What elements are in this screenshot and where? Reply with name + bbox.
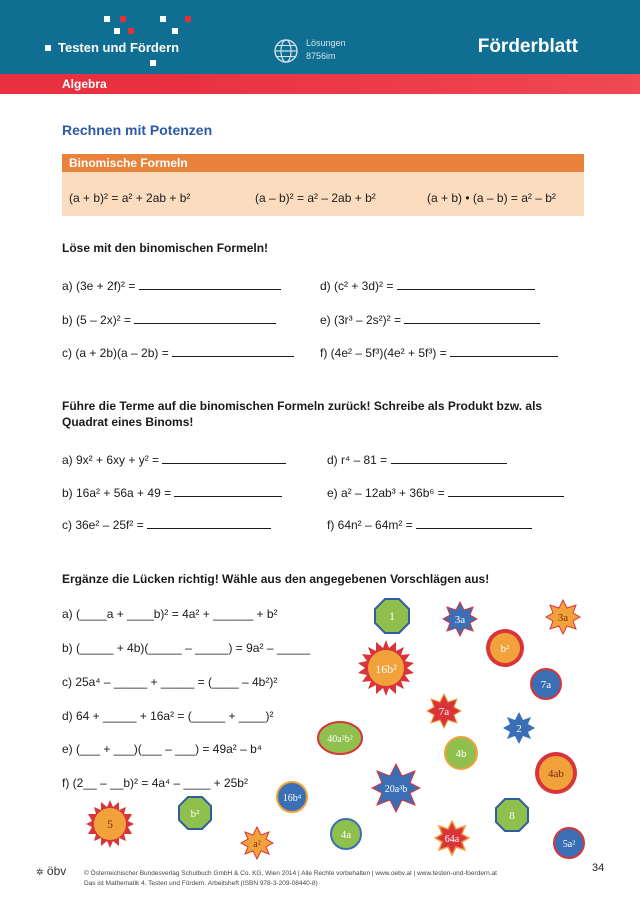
task2-item-c xyxy=(62,517,271,532)
answer-blank[interactable] xyxy=(134,312,276,324)
formula-2: (a – b)² = a² – 2ab + b² xyxy=(255,191,376,205)
logo-square xyxy=(120,16,126,22)
answer-blank[interactable] xyxy=(404,312,540,324)
task2-item-e xyxy=(327,485,564,500)
svg-text:1: 1 xyxy=(389,609,395,623)
logo-square xyxy=(114,28,120,34)
globe-icon xyxy=(273,38,299,64)
svg-text:20a³b: 20a³b xyxy=(384,784,408,795)
logo-square xyxy=(128,28,134,34)
badge-star-blue-large[interactable] xyxy=(371,763,421,813)
answer-blank[interactable] xyxy=(147,517,271,529)
item-text: f) 64n² – 64m² = xyxy=(327,518,413,532)
footer-source: Das ist Mathematik 4. Testen und Fördern. Arbeitsheft (ISBN 978-3-209-08440-8) xyxy=(84,880,318,887)
answer-blank[interactable] xyxy=(448,485,564,497)
svg-text:8: 8 xyxy=(509,810,515,822)
sheet-title: Förderblatt xyxy=(477,36,578,57)
badge-sun-yellow[interactable] xyxy=(86,800,134,848)
footer-copyright: © Österreichischer Bundesverlag Schulbuch GmbH & Co. KG, Wien 2014 | Alle Rechte vorbehalten | www.oebv.at | www.testen-und-foerdern.at xyxy=(84,870,497,877)
task2-item-d xyxy=(327,452,507,467)
task2-instruction: Führe die Terme auf die binomischen Formeln zurück! Schreibe als Produkt bzw. als Quadrat eines Binoms! xyxy=(62,399,543,429)
badge-star-red[interactable] xyxy=(426,693,462,729)
task3-instruction: Ergänze die Lücken richtig! Wähle aus den angegebenen Vorschlägen aus! xyxy=(62,572,490,586)
publisher-logo: ✲ öbv xyxy=(36,864,67,878)
svg-text:5a²: 5a² xyxy=(562,839,576,850)
answer-blank[interactable] xyxy=(416,517,532,529)
badge-star-blue[interactable] xyxy=(442,601,478,637)
badge-circle-green[interactable] xyxy=(443,735,479,771)
task1-item-f xyxy=(320,345,558,360)
task3-item-b[interactable]: b) (_____ + 4b)(_____ – _____) = 9a² – _____ xyxy=(62,641,311,655)
item-text: d) r⁴ – 81 = xyxy=(327,453,388,467)
formula-3: (a + b) • (a – b) = a² – b² xyxy=(427,191,556,205)
svg-text:7a: 7a xyxy=(540,679,552,691)
badge-octagon-green-3[interactable] xyxy=(494,797,530,833)
solutions-label: Lösungen xyxy=(306,38,346,48)
item-text: b) (5 – 2x)² = xyxy=(62,313,132,327)
svg-text:16b²: 16b² xyxy=(375,662,397,676)
task3-item-e[interactable]: e) (___ + ___)(___ – ___) = 49a² – b⁴ xyxy=(62,742,262,756)
logo-square xyxy=(160,16,166,22)
badge-star-orange[interactable] xyxy=(545,599,581,635)
task1-item-a xyxy=(62,278,281,293)
task2-item-b xyxy=(62,485,282,500)
task2-item-a xyxy=(62,452,286,467)
formula-1: (a + b)² = a² + 2ab + b² xyxy=(69,191,191,205)
item-text: f) (4e² – 5f³)(4e² + 5f³) = xyxy=(320,346,447,360)
page-number: 34 xyxy=(592,862,605,874)
badge-octagon-green[interactable] xyxy=(373,597,411,635)
topic-label: Algebra xyxy=(62,77,107,91)
svg-text:64a: 64a xyxy=(444,834,460,845)
svg-text:4b: 4b xyxy=(455,748,467,760)
header-bar xyxy=(0,0,640,74)
badge-sun-orange[interactable] xyxy=(484,627,526,669)
page-title: Rechnen mit Potenzen xyxy=(62,122,213,138)
badge-circle-blue-2[interactable] xyxy=(275,780,309,814)
svg-text:3a: 3a xyxy=(454,614,466,626)
task1-item-c xyxy=(62,345,294,360)
answer-blank[interactable] xyxy=(174,485,282,497)
item-text: e) a² – 12ab³ + 36b⁶ = xyxy=(327,486,445,500)
task1-item-e xyxy=(320,312,540,327)
logo-square xyxy=(185,16,191,22)
task3-item-c[interactable]: c) 25a⁴ – _____ + _____ = (____ – 4b²)² xyxy=(62,675,278,689)
task3-item-f[interactable]: f) (2__ – __b)² = 4a⁴ – ____ + 25b² xyxy=(62,776,248,790)
answer-blank[interactable] xyxy=(162,452,286,464)
answer-blank[interactable] xyxy=(397,278,535,290)
logo-square xyxy=(150,60,156,66)
badge-octagon-green-2[interactable] xyxy=(177,795,213,831)
badge-circle-green-2[interactable] xyxy=(329,817,363,851)
task2-item-f xyxy=(327,517,532,532)
svg-text:4ab: 4ab xyxy=(548,768,564,780)
svg-text:2: 2 xyxy=(516,723,522,735)
badge-circle-blue[interactable] xyxy=(529,667,563,701)
svg-text:b²: b² xyxy=(500,643,510,655)
svg-text:7a: 7a xyxy=(438,706,450,718)
answer-blank[interactable] xyxy=(139,278,281,290)
item-text: a) (3e + 2f)² = xyxy=(62,279,136,293)
answer-blank[interactable] xyxy=(172,345,294,357)
item-text: b) 16a² + 56a + 49 = xyxy=(62,486,172,500)
brand-dot xyxy=(45,45,51,51)
formula-box-title: Binomische Formeln xyxy=(69,156,188,170)
item-text: d) (c² + 3d)² = xyxy=(320,279,394,293)
badge-star-red-2[interactable] xyxy=(434,820,470,856)
task1-item-b xyxy=(62,312,276,327)
svg-text:3a: 3a xyxy=(557,612,569,624)
badge-star-orange-small[interactable] xyxy=(240,826,274,860)
brand-name: Testen und Fördern xyxy=(58,40,180,55)
svg-text:4a: 4a xyxy=(340,829,352,841)
badge-circle-blue-3[interactable] xyxy=(552,826,586,860)
topic-band-shade xyxy=(150,74,640,94)
badge-sun-orange-large[interactable] xyxy=(533,750,579,796)
badge-star-blue-small[interactable] xyxy=(502,711,536,745)
item-text: c) (a + 2b)(a – 2b) = xyxy=(62,346,169,360)
item-text: a) 9x² + 6xy + y² = xyxy=(62,453,160,467)
badge-oval-green[interactable] xyxy=(316,720,364,756)
solutions-code: 8756im xyxy=(306,51,336,61)
svg-text:a²: a² xyxy=(253,839,261,850)
formula-box-header xyxy=(62,154,584,172)
svg-text:16b⁴: 16b⁴ xyxy=(282,793,302,804)
answer-blank[interactable] xyxy=(391,452,507,464)
logo-square xyxy=(172,28,178,34)
badge-sun-red[interactable] xyxy=(358,640,414,696)
svg-text:b²: b² xyxy=(190,808,200,820)
item-text: c) 36e² – 25f² = xyxy=(62,518,144,532)
answer-blank[interactable] xyxy=(450,345,558,357)
item-text: e) (3r³ – 2s²)² = xyxy=(320,313,402,327)
svg-text:5: 5 xyxy=(107,817,113,831)
task3-item-a[interactable]: a) (____a + ____b)² = 4a² + ______ + b² xyxy=(62,607,278,621)
task1-instruction: Löse mit den binomischen Formeln! xyxy=(62,241,269,255)
logo-square xyxy=(104,16,110,22)
svg-text:40a²b²: 40a²b² xyxy=(327,734,353,745)
task1-item-d xyxy=(320,278,535,293)
task3-item-d[interactable]: d) 64 + _____ + 16a² = (_____ + ____)² xyxy=(62,709,274,723)
